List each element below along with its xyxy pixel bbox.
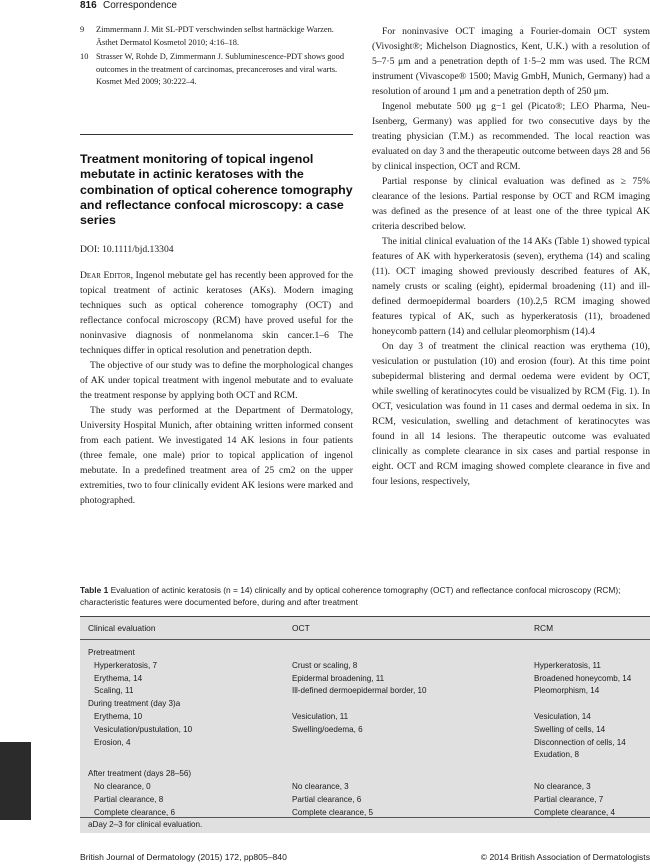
header-divider (80, 639, 650, 640)
table-cell: Swelling/oedema, 6 (292, 724, 363, 734)
table-cell: Pretreatment (88, 648, 135, 657)
paragraph: The objective of our study was to define the morphological changes of AK under topical treatment with ingenol mebutate and to evaluate the treatment response by applying both OCT and RCM. (80, 360, 353, 401)
running-header (0, 0, 650, 14)
table-cell: No clearance, 0 (94, 782, 151, 791)
salutation: Dear Editor, (80, 270, 134, 281)
table-cell: Partial clearance, 6 (292, 794, 362, 804)
table-label: Table 1 (80, 585, 109, 595)
paragraph: Dear Editor, Ingenol mebutate gel has recently been approved for the topical treatment of actinic keratoses (AKs). Modern imaging techniques such as optical coherence tomography (OCT) and reflectance confocal microscopy (RCM) have proved useful for the noninvasive diagnosis of nonmelanoma skin cancer.1–6 The techniques differ in optical resolution and penetration depth. (80, 270, 353, 356)
footer-journal: British Journal of Dermatology (2015) 172, pp805–840 (80, 852, 287, 862)
table-cell: Epidermal broadening, 11 (292, 673, 385, 683)
table-cell: Disconnection of cells, 14 (534, 737, 626, 747)
doi: DOI: 10.1111/bjd.13304 (80, 244, 174, 255)
table-footnote: aDay 2–3 for clinical evaluation. (88, 820, 203, 829)
table-cell: Erythema, 14 (94, 673, 143, 683)
table-cell: Complete clearance, 5 (292, 807, 373, 817)
table-cell: Complete clearance, 4 (534, 807, 615, 817)
reference-item: 9 Zimmermann J. Mit SL-PDT verschwinden selbst hartnäckige Warzen. Ästhet Dermatol Kosmetol 2010; 4:16–18. (80, 25, 334, 47)
table-cell: Erythema, 10 (94, 712, 143, 721)
table-cell: Vesiculation/pustulation, 10 (94, 724, 193, 734)
table-cell: Erosion, 4 (94, 737, 131, 747)
footer-copyright: © 2014 British Association of Dermatologists (480, 852, 650, 862)
table-cell: Pleomorphism, 14 (534, 686, 600, 696)
table-cell: Ill-defined dermoepidermal border, 10 (292, 686, 427, 696)
table-cell: No clearance, 3 (534, 782, 591, 791)
table-cell: Exudation, 8 (534, 750, 579, 760)
header-rcm: RCM (534, 623, 554, 633)
table-cell: During treatment (day 3)a (88, 699, 181, 709)
paragraph: The study was performed at the Department of Dermatology, University Hospital Munich, after obtaining written informed consent from each patient. We investigated 14 AK lesions in four patients (three female, one male) prior to topical application of ingenol mebutate. In a predefined treatment area of 25 cm2 on the upper extremities, two to four clinically evident AK lesions were marked and photographed. (80, 405, 353, 506)
header-oct: OCT (292, 623, 310, 633)
paragraph: Partial response by clinical evaluation was defined as ≥ 75% clearance of the lesions. Partial response by OCT and RCM imaging was defined as the presence of at least one of the three typical AK criteria described below. (372, 176, 650, 232)
table-cell: Broadened honeycomb, 14 (534, 673, 632, 683)
table-cell: Partial clearance, 8 (94, 794, 164, 804)
table-cell: Partial clearance, 7 (534, 794, 604, 804)
table-cell: Vesiculation, 11 (292, 712, 349, 721)
table-cell: After treatment (days 28–56) (88, 769, 192, 779)
table-cell: Scaling, 11 (94, 686, 134, 696)
table-caption: Table 1 Evaluation of actinic keratosis (n = 14) clinically and by optical coherence tomography (OCT) and reflectance confocal microscopy (RCM); characteristic features were documented before, during and after treatment (80, 585, 621, 607)
table-cell: Hyperkeratosis, 7 (94, 660, 157, 670)
section-divider (80, 134, 353, 135)
footer-divider (80, 817, 650, 818)
paragraph: For noninvasive OCT imaging a Fourier-domain OCT system (Vivosight®; Michelson Diagnostics, Kent, U.K.) with a resolution of 5–7·5 μm and a penetration depth of 1·5–2 mm was used. The RCM instrument (Vivascope® 1500; Mavig GmbH, Munich, Germany) had a resolution of around 1 μm and a penetration depth of 250 μm. (372, 26, 650, 97)
right-column (372, 24, 650, 489)
table-cell: No clearance, 3 (292, 782, 349, 791)
section-title: Correspondence (103, 0, 177, 11)
table-cell: Crust or scaling, 8 (292, 660, 358, 670)
table-cell: Complete clearance, 6 (94, 807, 175, 817)
evaluation-table (80, 616, 650, 833)
left-column (80, 268, 353, 508)
reference-list (80, 24, 353, 91)
side-tab (0, 742, 31, 820)
header-clinical: Clinical evaluation (88, 623, 156, 633)
paragraph: The initial clinical evaluation of the 14 AKs (Table 1) showed typical features of AK with hyperkeratosis (seven), erythema (14) and scaling (11). OCT imaging showed previously described features of AK, namely crusts or scaling (eight), epidermal broadening (11) and ill-defined dermoepidermal boarders (10).2,5 RCM imaging showed features typical of AK, such as hyperkeratosis (11), broadened honeycomb pattern (14) and cellular pleomorphism (14).4 (372, 236, 650, 337)
paragraph: Ingenol mebutate 500 μg g−1 gel (Picato®; LEO Pharma, Neu-Isenberg, Germany) was applied for two consecutive days by the treating physician (T.M.) as recommended. The local reaction was evaluated on day 3 and the therapeutic outcome between days 28 and 56 by clinical inspection, OCT and RCM. (372, 101, 650, 172)
page-number: 816 (80, 0, 97, 11)
paragraph: On day 3 of treatment the clinical reaction was erythema (10), vesiculation or pustulation (10) and erosion (four). At this time point subepidermal blistering and dermal oedema were evident by OCT, while swelling of keratinocytes could be visualized by RCM (Fig. 1). In OCT, vesiculation was found in 11 cases and dermal oedema in six. In RCM, vesiculation, swelling and detachment of keratinocytes was found in all 14 lesions. The therapeutic outcome was evaluated clinically as complete clearance in six cases and partial response in eight. OCT and RCM imaging showed complete clearance in five and four lesions, respectively, (372, 341, 650, 487)
reference-item: 10 Strasser W, Rohde D, Zimmermann J. Subluminescence-PDT shows good outcomes in the treatment of carcinomas, precanceroses and viral warts. Kosmet Med 2009; 30:222–4. (80, 52, 345, 86)
table-cell: Hyperkeratosis, 11 (534, 660, 601, 670)
table-cell: Swelling of cells, 14 (534, 724, 606, 734)
article-title: Treatment monitoring of topical ingenol mebutate in actinic keratoses with the combination of optical coherence tomography and reflectance confocal microscopy: a case series (80, 152, 353, 228)
table-cell: Vesiculation, 14 (534, 712, 591, 721)
